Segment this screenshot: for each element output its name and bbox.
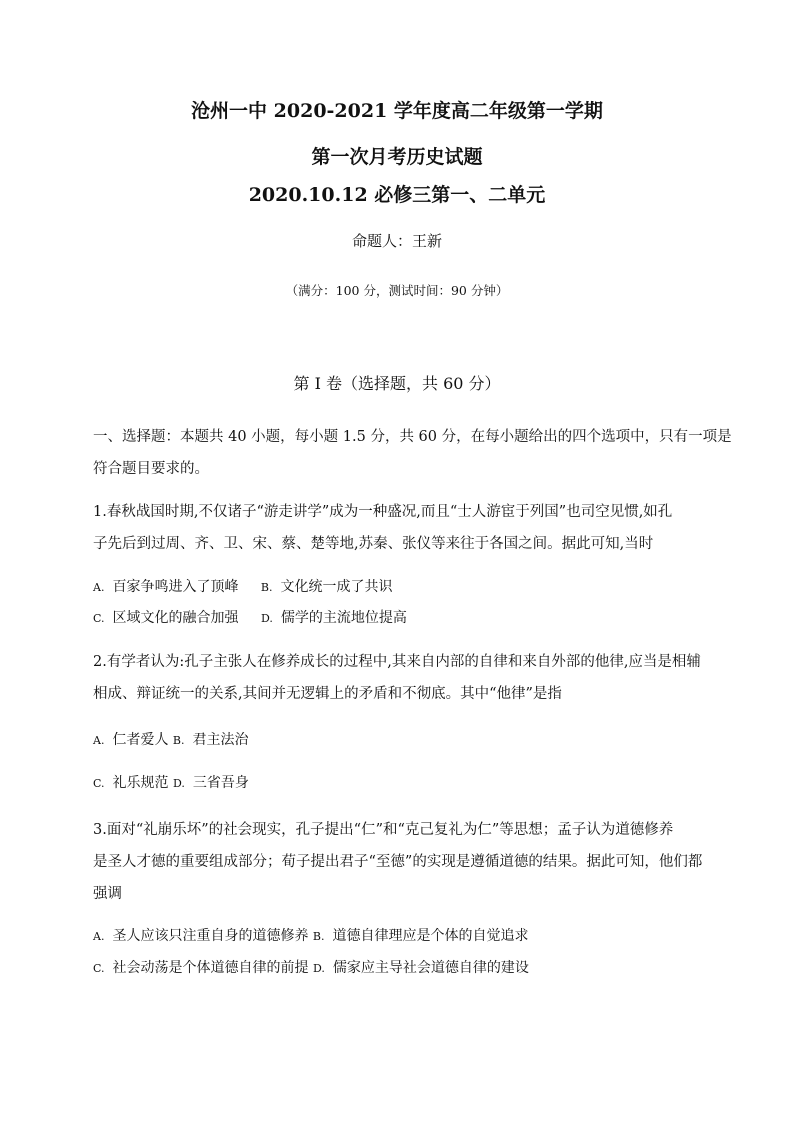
option-b [173,732,249,748]
option-label: C. [93,962,105,975]
option-label: C. [93,612,105,625]
question-stem-line: 强调 [93,886,122,902]
option-label: A. [93,581,105,594]
question-stem-line: 2.有学者认为:孔子主张人在修养成长的过程中,其来自内部的自律和来自外部的他律,应当是相辅 [93,654,701,670]
option-label: D. [312,962,325,975]
question-stem-line: 3.面对“礼崩乐坏”的社会现实，孔子提出“仁”和“克己复礼为仁”等思想；孟子认为道德修养 [93,822,674,838]
option-row [93,729,249,749]
option-c [93,610,239,626]
option-d [313,960,529,976]
section-title: 第 I 卷（选择题，共 60 分） [293,374,501,393]
section-instructions-line2: 符合题目要求的。 [93,461,209,477]
option-c [93,960,309,976]
option-text: 社会动荡是个体道德自律的前提 [112,960,309,976]
option-text: 三省吾身 [192,775,249,791]
question-stem-line: 是圣人才德的重要组成部分；荀子提出君子“至德”的实现是遵循道德的结果。据此可知，他们都 [93,854,703,870]
section-instructions-line1: 一、选择题：本题共 40 小题，每小题 1.5 分，共 60 分，在每小题给出的四个选项中，只有一项是 [93,429,732,445]
option-text: 区域文化的融合加强 [112,610,239,626]
exam-title: 沧州一中 2020-2021 学年度高二年级第一学期 [191,100,603,122]
option-d [261,610,407,626]
option-text: 礼乐规范 [112,775,169,791]
option-row [93,576,393,596]
option-b [313,928,529,944]
question-stem-line: 相成、辩证统一的关系,其间并无逻辑上的矛盾和不彻底。其中“他律”是指 [93,686,562,702]
option-row [93,957,529,977]
option-text: 道德自律理应是个体的自觉追求 [332,928,529,944]
question-stem-line: 子先后到过周、齐、卫、宋、蔡、楚等地,苏秦、张仪等来往于各国之间。据此可知,当时 [93,536,654,552]
option-text: 儒家应主导社会道德自律的建设 [332,960,529,976]
exam-score-note: （满分：100 分，测试时间：90 分钟） [285,283,509,298]
option-text: 圣人应该只注重自身的道德修养 [112,928,309,944]
exam-date-scope: 2020.10.12 必修三第一、二单元 [248,184,546,206]
option-label: B. [172,734,185,747]
exam-subtitle: 第一次月考历史试题 [311,146,483,168]
option-a [93,928,308,944]
option-label: B. [312,930,325,943]
option-label: D. [172,777,185,790]
option-a [93,579,238,595]
option-row [93,772,249,792]
option-b [261,579,393,595]
option-text: 文化统一成了共识 [280,579,393,595]
option-a [93,732,168,748]
option-label: A. [93,930,105,943]
option-row [93,925,529,945]
option-row [93,607,407,627]
option-text: 儒学的主流地位提高 [280,610,407,626]
exam-author: 命题人：王新 [351,232,442,250]
option-label: B. [260,581,273,594]
option-d [173,775,249,791]
option-text: 君主法治 [192,732,249,748]
option-label: C. [93,777,105,790]
option-c [93,775,169,791]
option-text: 仁者爱人 [112,732,169,748]
option-text: 百家争鸣进入了顶峰 [112,579,239,595]
option-label: A. [93,734,105,747]
option-label: D. [260,612,273,625]
question-stem-line: 1.春秋战国时期,不仅诸子“游走讲学”成为一种盛况,而且“士人游宦于列国”也司空见惯,如孔 [93,504,673,520]
